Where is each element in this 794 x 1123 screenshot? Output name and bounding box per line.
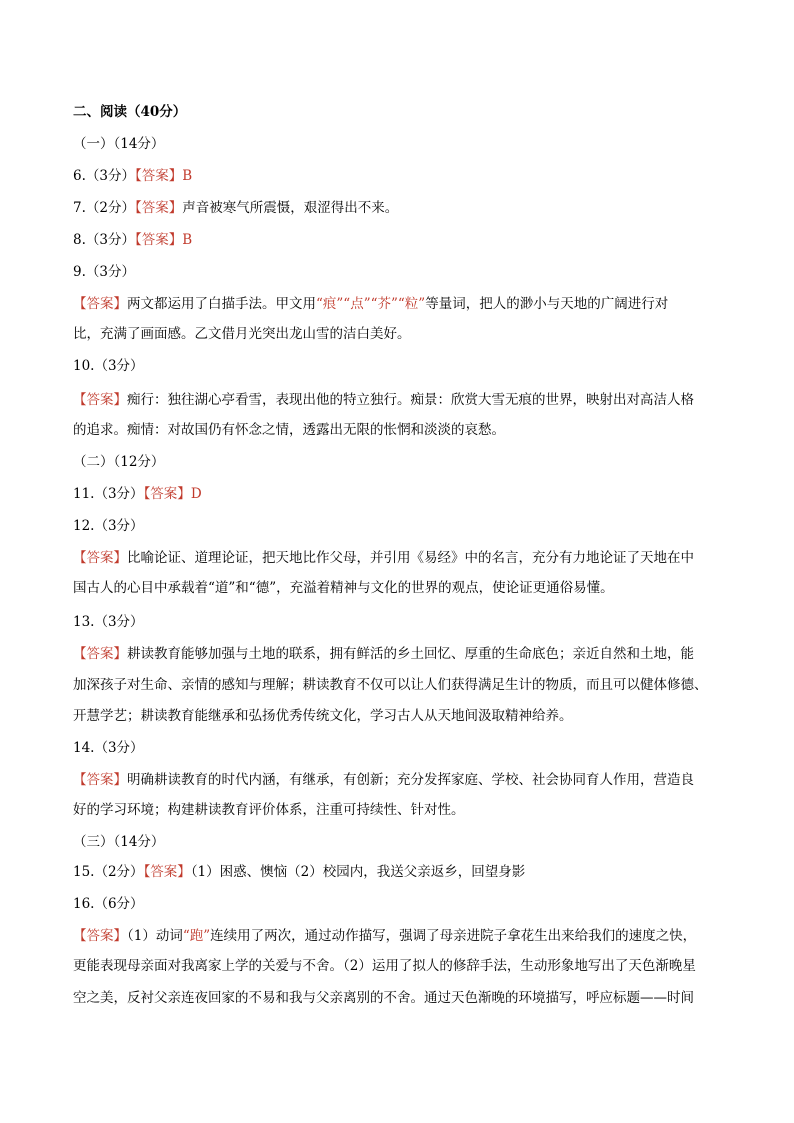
q9-text-b: 等量词，把人的渺小与天地的广阔进行对 — [425, 296, 669, 312]
q12-answer-line-2: 国古人的心目中承载着“道”和“德”，充溢着精神与文化的世界的观点，使论证更通俗易懂。 — [73, 580, 614, 596]
q16-text-b: 连续用了两次，通过动作描写，强调了母亲进院子拿花生出来给我们的速度之快， — [210, 928, 697, 944]
q7-line — [73, 198, 723, 218]
q6-number: 6.（3分） — [73, 168, 135, 184]
q13-text-1: 耕读教育能够加强与土地的联系，拥有鲜活的乡土回忆、厚重的生命底色；亲近自然和土地，能 — [127, 646, 694, 662]
q10-text-1: 痴行：独往湖心亭看雪，表现出他的特立独行。痴景：欣赏大雪无痕的世界，映射出对高洁人格 — [127, 392, 694, 408]
section-title: 二、阅读（40分） — [73, 104, 187, 120]
q12-text-1: 比喻论证、道理论证，把天地比作父母，并引用《易经》中的名言，充分有力地论证了天地在中 — [127, 550, 694, 566]
answer-tag: 【答案】 — [143, 486, 191, 502]
q16-text-a: （1）动词 — [127, 928, 183, 944]
q14-text-1: 明确耕读教育的时代内涵，有继承，有创新；充分发挥家庭、学校、社会协同育人作用，营造良 — [127, 772, 694, 788]
q9-quoted-words: “痕”“点”“芥”“粒” — [316, 296, 426, 312]
answer-tag: 【答案】 — [73, 296, 127, 312]
q13-answer-line-1 — [73, 644, 723, 664]
answer-tag: 【答案】 — [73, 928, 127, 944]
answer-tag: 【答案】 — [134, 232, 183, 248]
part-two-heading: （二）（12分） — [73, 454, 165, 470]
answer-tag: 【答案】 — [73, 646, 127, 662]
q11-answer: D — [190, 486, 202, 502]
q16-answer-line-2: 更能表现母亲面对我离家上学的关爱与不舍。（2）运用了拟人的修辞手法，生动形象地写出了天色渐晚星 — [73, 958, 696, 974]
q8-answer: B — [182, 232, 193, 248]
answer-tag: 【答案】 — [73, 772, 127, 788]
q11-number: 11.（3分） — [73, 486, 144, 502]
q14-answer-line-2: 好的学习环境；构建耕读教育评价体系，注重可持续性、针对性。 — [73, 802, 465, 818]
q9-answer-line-2: 比，充满了画面感。乙文借月光突出龙山雪的洁白美好。 — [73, 326, 411, 342]
q13-answer-line-2: 加深孩子对生命、亲情的感知与理解；耕读教育不仅可以让人们获得满足生计的物质，而且可以健体修德、 — [73, 677, 708, 693]
part-three-heading: （三）（14分） — [73, 834, 165, 850]
q15-line — [73, 862, 723, 882]
q8-number: 8.（3分） — [73, 232, 135, 248]
q9-text-a: 两文都运用了白描手法。甲文用 — [127, 296, 316, 312]
part-one-heading: （一）（14分） — [73, 136, 165, 152]
q16-answer-line-1 — [73, 926, 723, 946]
q13-answer-line-3: 开慧学艺；耕读教育能继承和弘扬优秀传统文化，学习古人从天地间汲取精神给养。 — [73, 708, 573, 724]
q16-number: 16.（6分） — [73, 896, 144, 912]
q12-number: 12.（3分） — [73, 518, 144, 534]
answer-tag: 【答案】 — [143, 864, 191, 880]
q14-number: 14.（3分） — [73, 740, 144, 756]
q13-number: 13.（3分） — [73, 614, 144, 630]
q10-answer-line-1 — [73, 390, 723, 410]
q8-line — [73, 230, 723, 250]
answer-tag: 【答案】 — [73, 550, 127, 566]
q9-answer-line-1 — [73, 294, 723, 314]
q9-number: 9.（3分） — [73, 264, 135, 280]
answer-tag: 【答案】 — [73, 392, 127, 408]
q10-number: 10.（3分） — [73, 358, 144, 374]
q6-line — [73, 166, 723, 186]
q15-answer: （1）困惑、懊恼（2）校园内，我送父亲返乡，回望身影 — [190, 864, 526, 880]
q14-answer-line-1 — [73, 770, 723, 790]
q7-answer: 声音被寒气所震慑，艰涩得出不来。 — [182, 200, 399, 216]
q12-answer-line-1 — [73, 548, 723, 568]
q6-answer: B — [182, 168, 193, 184]
q11-line — [73, 484, 723, 504]
answer-tag: 【答案】 — [134, 168, 183, 184]
q16-quoted-word: “跑” — [182, 928, 211, 944]
q7-number: 7.（2分） — [73, 200, 135, 216]
answer-tag: 【答案】 — [134, 200, 183, 216]
q16-answer-line-3: 空之美，反衬父亲连夜回家的不易和我与父亲离别的不舍。通过天色渐晚的环境描写，呼应标题——时间 — [73, 990, 694, 1006]
q10-answer-line-2: 的追求。痴情：对故国仍有怀念之情，透露出无限的怅惘和淡淡的哀愁。 — [73, 422, 505, 438]
q15-number: 15.（2分） — [73, 864, 144, 880]
